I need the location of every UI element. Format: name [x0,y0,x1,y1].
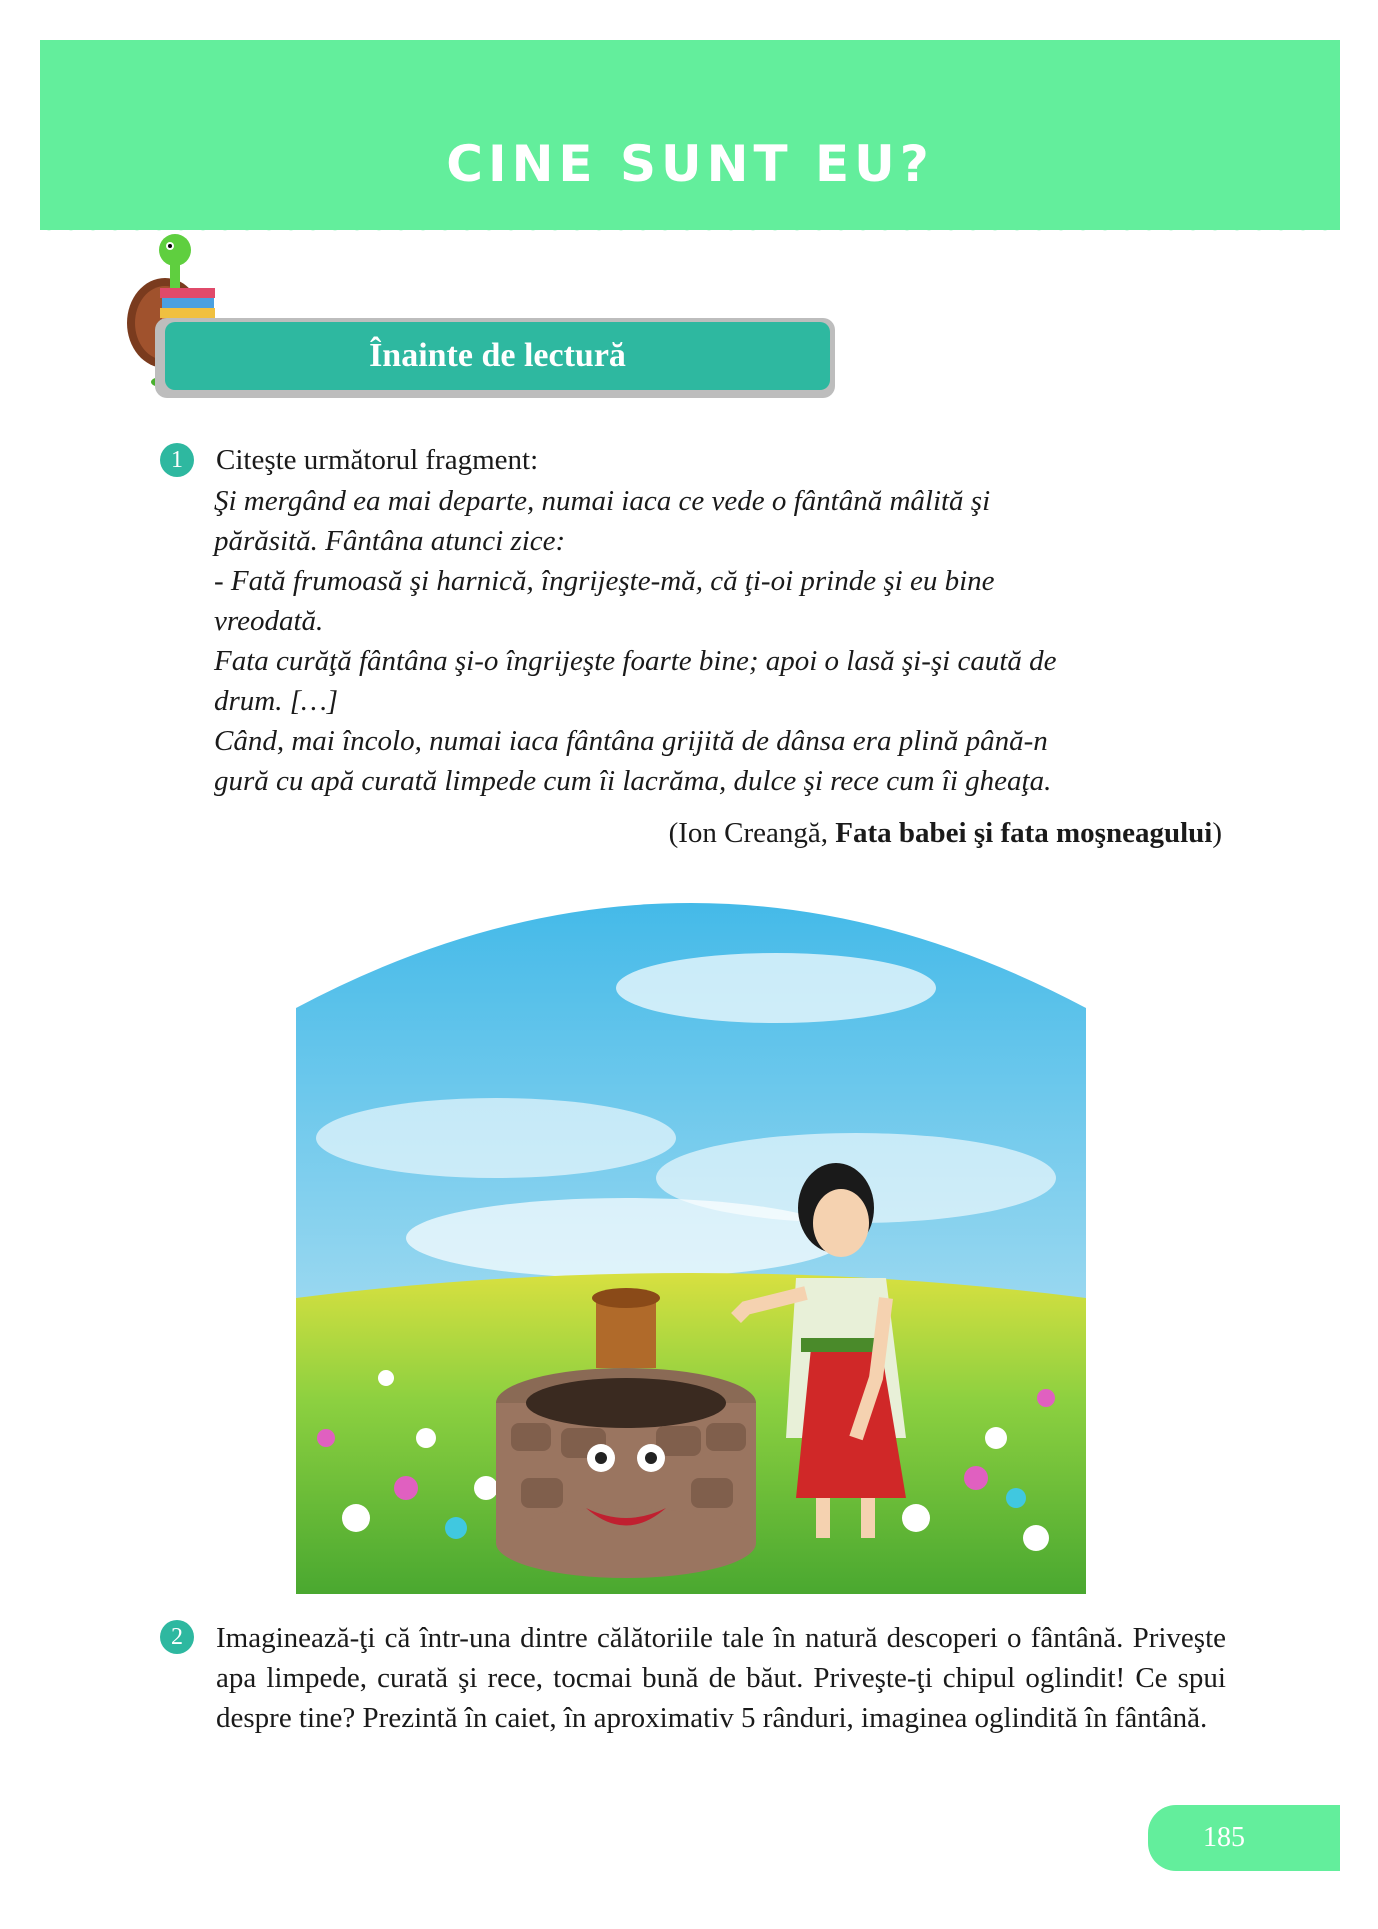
fragment-line: părăsită. Fântâna atunci zice: [214,525,566,557]
task-1-instruction: Citeşte următorul fragment: [216,444,539,476]
page-title: CINE SUNT EU? [446,135,934,193]
task-1-badge: 1 [160,443,194,477]
source-title: Fata babei şi fata moşneagului [835,817,1213,849]
fragment-line: Când, mai încolo, numai iaca fântâna grijită de dânsa era plină până-n [214,725,1048,757]
source-suffix: ) [1212,817,1222,849]
fragment-line: Fata curăţă fântâna şi-o îngrijeşte foarte bine; apoi o lasă şi-şi caută de [214,645,1057,677]
source-citation [300,817,1222,850]
fragment-line: vreodată. [214,605,324,637]
fragment-line: drum. […] [214,685,339,717]
fragment-line: Şi mergând ea mai departe, numai iaca ce vede o fântână mâlită şi [214,485,991,517]
story-fragment [214,481,1214,801]
well-illustration [296,878,1086,1594]
task-2-text: Imaginează-ţi că într-una dintre călătoriile tale în natură descoperi o fântână. Priveşte apa limpede, curată şi rece, tocmai bună de băut. Priveşte-ţi chipul oglindit! Ce spui despre tine? Prezintă în caiet, în aproximativ 5 rânduri, imaginea oglindită în fântână. [216,1622,1226,1734]
fragment-line: - Fată frumoasă şi harnică, îngrijeşte-mă, că ţi-oi prinde şi eu bine [214,565,995,597]
task-2-badge: 2 [160,1620,194,1654]
source-prefix: (Ion Creangă, [668,817,836,849]
header-scallop-edge [40,222,1340,240]
page-number: 185 [1148,1805,1340,1871]
section-heading: Înainte de lectură [165,322,830,390]
fragment-line: gură cu apă curată limpede cum îi lacrăma, dulce şi rece cum îi gheaţa. [214,765,1052,797]
